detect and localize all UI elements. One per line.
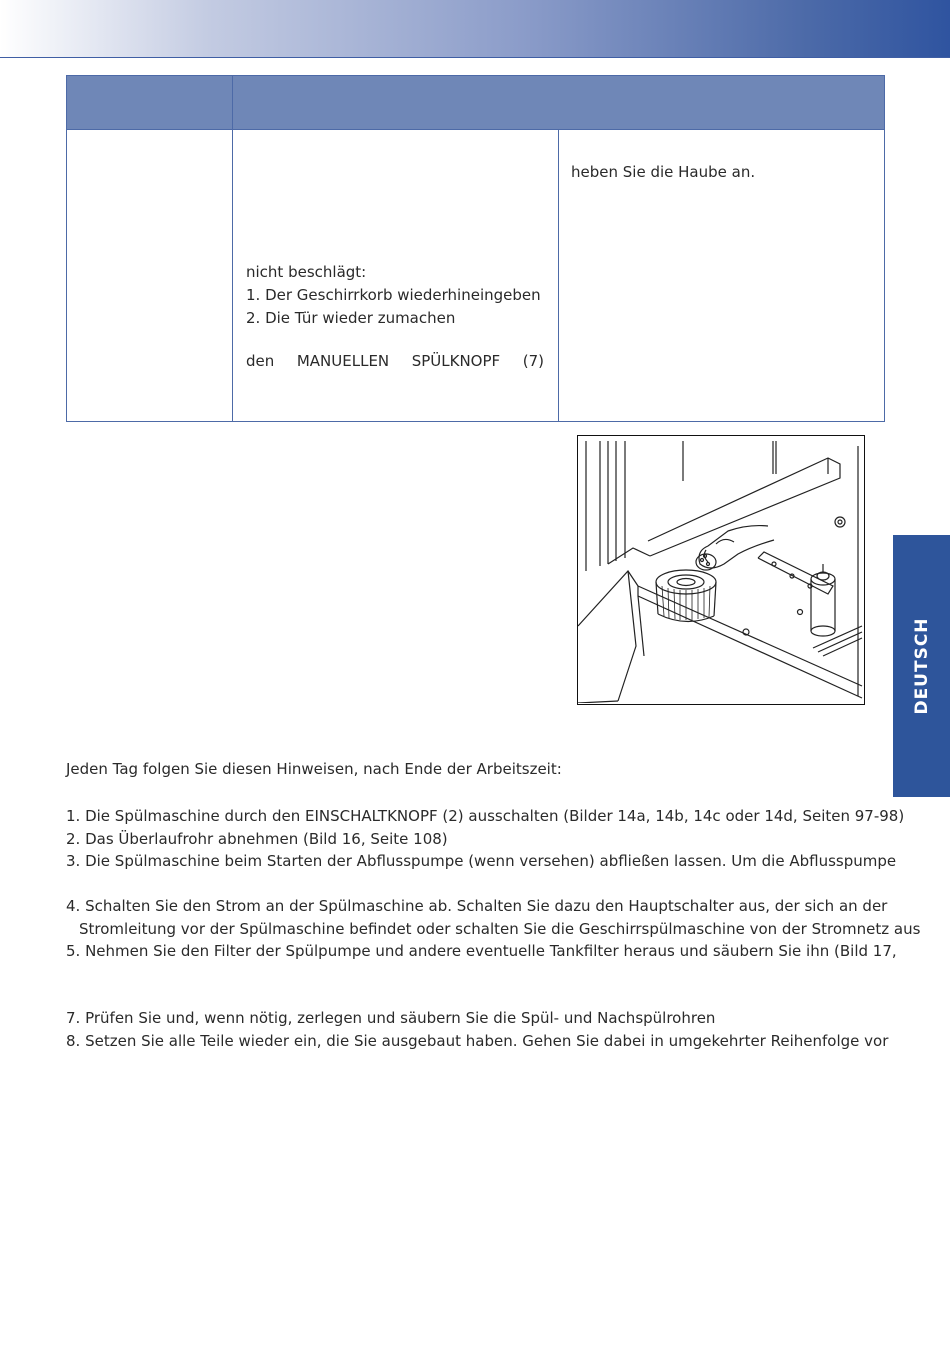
- instruction-list: [66, 805, 921, 1052]
- header-band: [0, 0, 950, 58]
- cell-2-word: den: [246, 352, 275, 370]
- cell-3-text: heben Sie die Haube an.: [571, 163, 756, 181]
- language-tab[interactable]: [893, 535, 950, 797]
- list-item: 8. Setzen Sie alle Teile wieder ein, die Sie ausgebaut haben. Gehen Sie dabei in umgekehrter Reihenfolge vor: [66, 1031, 889, 1050]
- cell-2-line: 1. Der Geschirrkorb wiederhineingeben: [246, 286, 541, 304]
- table-header-row: [67, 76, 885, 130]
- list-item: 4. Schalten Sie den Strom an der Spülmaschine ab. Schalten Sie dazu den Hauptschalter aus, der sich an der: [66, 897, 888, 915]
- cell-2-text: [246, 261, 544, 373]
- cell-2-justified-line: [246, 350, 544, 373]
- table-header-cell-1: [67, 76, 233, 130]
- cell-2-word: MANUELLEN: [296, 352, 390, 370]
- table-cell-1: [67, 130, 233, 422]
- list-item: 3. Die Spülmaschine beim Starten der Abflusspumpe (wenn versehen) abfließen lassen. Um die Abflusspumpe: [66, 852, 897, 870]
- cell-2-word: (7): [522, 352, 544, 370]
- language-tab-label: DEUTSCH: [911, 617, 932, 715]
- cell-2-line: 2. Die Tür wieder zumachen: [246, 309, 456, 327]
- table-row: [67, 130, 885, 422]
- intro-text: Jeden Tag folgen Sie diesen Hinweisen, nach Ende der Arbeitszeit:: [66, 760, 562, 778]
- table-cell-3: [559, 130, 885, 422]
- cell-2-line: nicht beschlägt:: [246, 263, 367, 281]
- dishwasher-illustration: [577, 435, 865, 705]
- list-item: 2. Das Überlaufrohr abnehmen (Bild 16, Seite 108): [66, 829, 448, 848]
- cell-2-word: SPÜLKNOPF: [411, 352, 501, 370]
- troubleshooting-table: [66, 75, 885, 422]
- table-header-cell-2: [233, 76, 885, 130]
- list-item: 7. Prüfen Sie und, wenn nötig, zerlegen und säubern Sie die Spül- und Nachspülrohren: [66, 1009, 716, 1027]
- list-item: Stromleitung vor der Spülmaschine befindet oder schalten Sie die Geschirrspülmaschine von der Stromnetz aus: [79, 919, 921, 938]
- list-item: 5. Nehmen Sie den Filter der Spülpumpe und andere eventuelle Tankfilter heraus und säubern Sie ihn (Bild 17,: [66, 942, 897, 960]
- list-item: 1. Die Spülmaschine durch den EINSCHALTKNOPF (2) ausschalten (Bilder 14a, 14b, 14c oder 14d, Seiten 97-98): [66, 807, 905, 825]
- table-cell-2: [233, 130, 559, 422]
